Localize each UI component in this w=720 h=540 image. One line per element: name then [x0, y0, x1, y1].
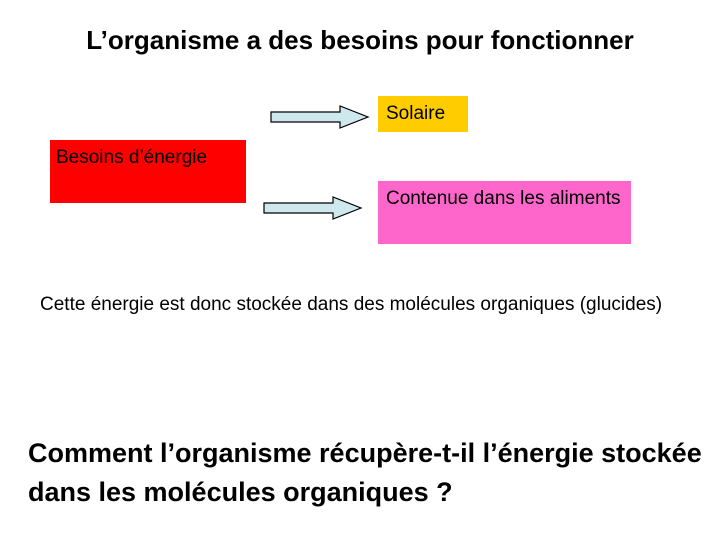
aliments-label: Contenue dans les aliments [386, 188, 621, 209]
arrow-to-solaire-icon [270, 105, 370, 129]
solaire-box [378, 96, 468, 132]
besoins-energie-label: Besoins d’énergie [56, 147, 208, 168]
arrow-to-aliments-icon [263, 196, 363, 220]
solaire-label: Solaire [386, 103, 446, 124]
besoins-energie-box [50, 140, 246, 203]
aliments-box [378, 181, 631, 244]
slide-title: L’organisme a des besoins pour fonctionner [86, 25, 634, 55]
key-question: Comment l’organisme récupère-t-il l’énergie stockée dans les molécules organiques ? [28, 438, 702, 507]
energy-storage-text: Cette énergie est donc stockée dans des molécules organiques (glucides) [40, 294, 663, 315]
